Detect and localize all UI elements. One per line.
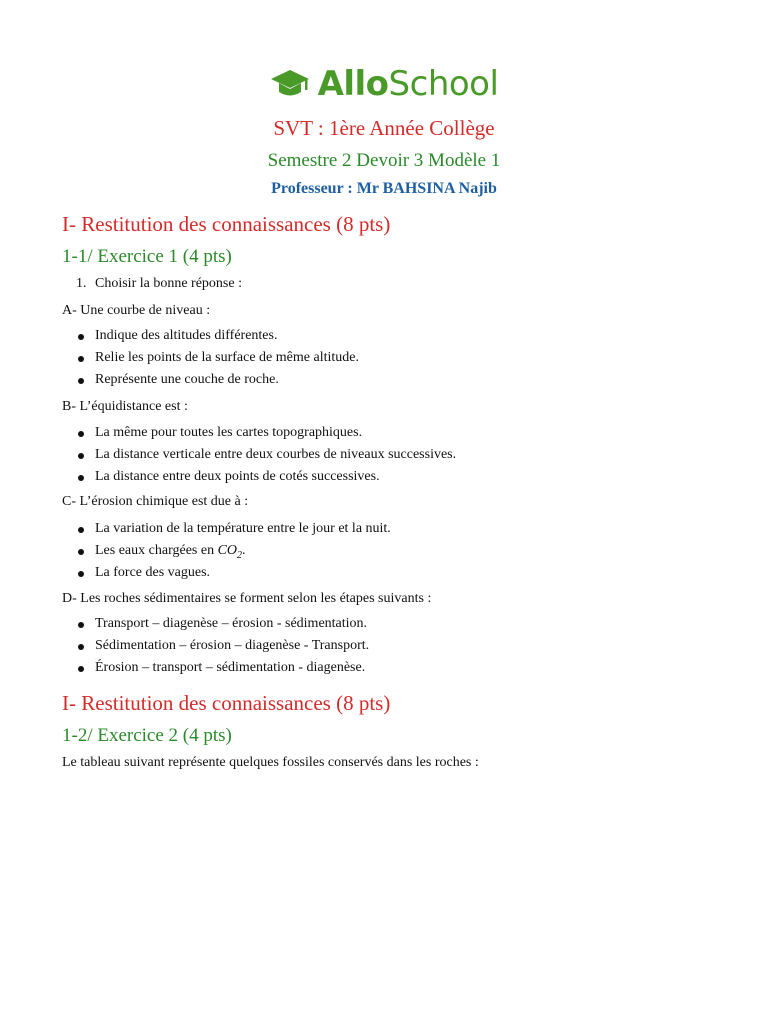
bullet-icon	[78, 356, 84, 362]
question-b-label: B- L’équidistance est :	[62, 399, 188, 414]
bullet-icon	[78, 453, 84, 459]
question-d-option-2: Sédimentation – érosion – diagenèse - Transport.	[95, 638, 370, 653]
exercise-2-text: Le tableau suivant représente quelques fossiles conservés dans les roches :	[62, 755, 479, 770]
instruction-number: 1.	[76, 276, 87, 291]
question-d-label: D- Les roches sédimentaires se forment selon les étapes suivants :	[62, 591, 432, 606]
section-2-title: I- Restitution des connaissances (8 pts)	[62, 691, 391, 715]
question-a-option-1: Indique des altitudes différentes.	[95, 328, 278, 343]
logo-text: AlloSchool	[317, 64, 499, 104]
question-b-option-3: La distance entre deux points de cotés successives.	[95, 469, 380, 484]
bullet-icon	[78, 571, 84, 577]
bullet-icon	[78, 475, 84, 481]
bullet-icon	[78, 431, 84, 437]
exercise-2-title: 1-2/ Exercice 2 (4 pts)	[62, 725, 232, 746]
bullet-icon	[78, 644, 84, 650]
question-a-option-3: Représente une couche de roche.	[95, 372, 279, 387]
question-a-option-2: Relie les points de la surface de même altitude.	[95, 350, 359, 365]
bullet-icon	[78, 527, 84, 533]
question-c-option-2: Les eaux chargées en $CO_2$.	[95, 543, 246, 561]
bullet-icon	[78, 334, 84, 340]
question-b-option-1: La même pour toutes les cartes topographiques.	[95, 425, 363, 440]
question-c-option-1: La variation de la température entre le jour et la nuit.	[95, 521, 391, 536]
question-c-option-3: La force des vagues.	[95, 565, 211, 580]
bullet-icon	[78, 378, 84, 384]
exam-title: Semestre 2 Devoir 3 Modèle 1	[267, 150, 501, 171]
subject-title: SVT : 1ère Année Collège	[273, 116, 495, 140]
question-b-option-2: La distance verticale entre deux courbes de niveaux successives.	[95, 447, 457, 462]
exercise-1-title: 1-1/ Exercice 1 (4 pts)	[62, 246, 232, 267]
question-c-label: C- L’érosion chimique est due à :	[62, 494, 249, 509]
question-d-option-1: Transport – diagenèse – érosion - sédimentation.	[95, 616, 368, 631]
alloschool-logo	[0, 64, 768, 104]
question-a-label: A- Une courbe de niveau :	[62, 303, 211, 318]
instruction-text: Choisir la bonne réponse :	[95, 276, 242, 291]
bullet-icon	[78, 549, 84, 555]
co2-formula: $CO_2$	[217, 543, 243, 561]
graduation-cap-icon	[270, 68, 310, 100]
question-d-option-3: Érosion – transport – sédimentation - diagenèse.	[95, 660, 366, 675]
bullet-icon	[78, 666, 84, 672]
teacher-name: Professeur : Mr BAHSINA Najib	[271, 180, 497, 197]
bullet-icon	[78, 622, 84, 628]
section-1-title: I- Restitution des connaissances (8 pts)	[62, 212, 391, 236]
